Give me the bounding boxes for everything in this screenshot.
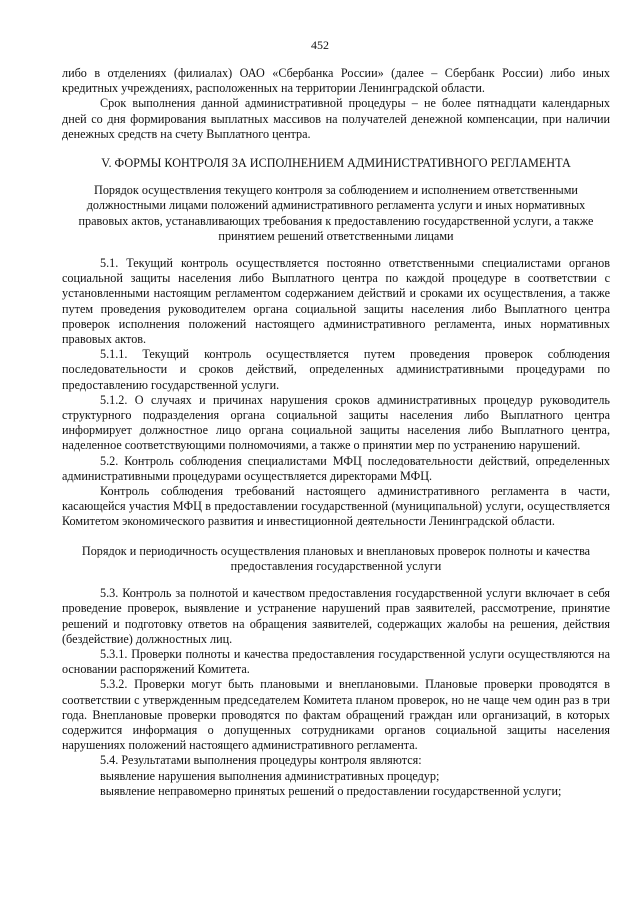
section-title: V. ФОРМЫ КОНТРОЛЯ ЗА ИСПОЛНЕНИЕМ АДМИНИСТРАТИВНОГО РЕГЛАМЕНТА bbox=[101, 156, 571, 171]
paragraph: 5.3.2. Проверки могут быть плановыми и внеплановыми. Плановые проверки проводятся в соответствии с утвержденным председателем Комитета планом проверок, но не чаще чем один раз в три года. Внеплановые проверки проводятся по фактам обращений граждан или организаций, в которых содержится информация о допущенных сотрудниками органов социальной защиты населения нарушениях положений настоящего административного регламента. bbox=[62, 677, 610, 753]
paragraph: 5.4. Результатами выполнения процедуры контроля являются: bbox=[100, 753, 422, 768]
page-number: 452 bbox=[311, 38, 329, 52]
paragraph: 5.1.1. Текущий контроль осуществляется путем проведения проверок соблюдения последовательности и сроков действий, определенных административными процедурами по предоставлению государственной услуги. bbox=[62, 347, 610, 392]
paragraph: Контроль соблюдения требований настоящего административного регламента в части, касающейся участия МФЦ в предоставлении государственной (муниципальной) услуги, осуществляется Комитетом экономического развития и инвестиционной деятельности Ленинградской области. bbox=[62, 484, 610, 529]
paragraph: выявление нарушения выполнения административных процедур; bbox=[100, 768, 440, 783]
paragraph: 5.1.2. О случаях и причинах нарушения сроков административных процедур руководитель структурного подразделения органа социальной защиты населения либо Выплатного центра информирует должностное лицо органа социальной защиты населения либо Выплатного центра, наделенное соответствующими полномочиями, а также о принятии мер по устранению нарушений. bbox=[62, 392, 610, 453]
paragraph: 5.1. Текущий контроль осуществляется постоянно ответственными специалистами органов социальной защиты населения либо Выплатного центра по каждой процедуре в соответствии с установленными настоящим регламентом содержанием действий и сроками их осуществления, а также путем проведения руководителем органа социальной защиты населения либо Выплатного центра проверок исполнения положений настоящего административного регламента, иных нормативных правовых актов. bbox=[62, 256, 610, 347]
subheading: Порядок осуществления текущего контроля за соблюдением и исполнением ответственными должностными лицами положений административного регламента услуги и иных нормативных правовых актов, устанавливающих требования к предоставлению государственной услуги, а также принятием решений ответственными лицами bbox=[78, 183, 594, 243]
paragraph: либо в отделениях (филиалах) ОАО «Сбербанка России» (далее – Сбербанк России) либо иных кредитных учреждениях, расположенных на территории Ленинградской области. bbox=[62, 66, 610, 96]
paragraph: 5.3. Контроль за полнотой и качеством предоставления государственной услуги включает в себя проведение проверок, выявление и устранение нарушений прав заявителей, рассмотрение, принятие решений и подготовку ответов на обращения заявителей, содержащих жалобы на решения, действия (бездействие) должностных лиц. bbox=[62, 586, 610, 646]
subheading: Порядок и периодичность осуществления плановых и внеплановых проверок полноты и качества предоставления государственной услуги bbox=[81, 543, 591, 573]
paragraph: выявление неправомерно принятых решений о предоставлении государственной услуги; bbox=[100, 783, 562, 798]
paragraph: 5.2. Контроль соблюдения специалистами МФЦ последовательности действий, определенных административными процедурами осуществляется директорами МФЦ. bbox=[62, 453, 610, 483]
page-content bbox=[62, 66, 610, 799]
paragraph: 5.3.1. Проверки полноты и качества предоставления государственной услуги осуществляются на основании распоряжений Комитета. bbox=[62, 646, 610, 677]
paragraph: Срок выполнения данной административной процедуры – не более пятнадцати календарных дней со дня формирования выплатных массивов на получателей денежной компенсации, при наличии денежных средств на счету Выплатного центра. bbox=[62, 96, 610, 141]
